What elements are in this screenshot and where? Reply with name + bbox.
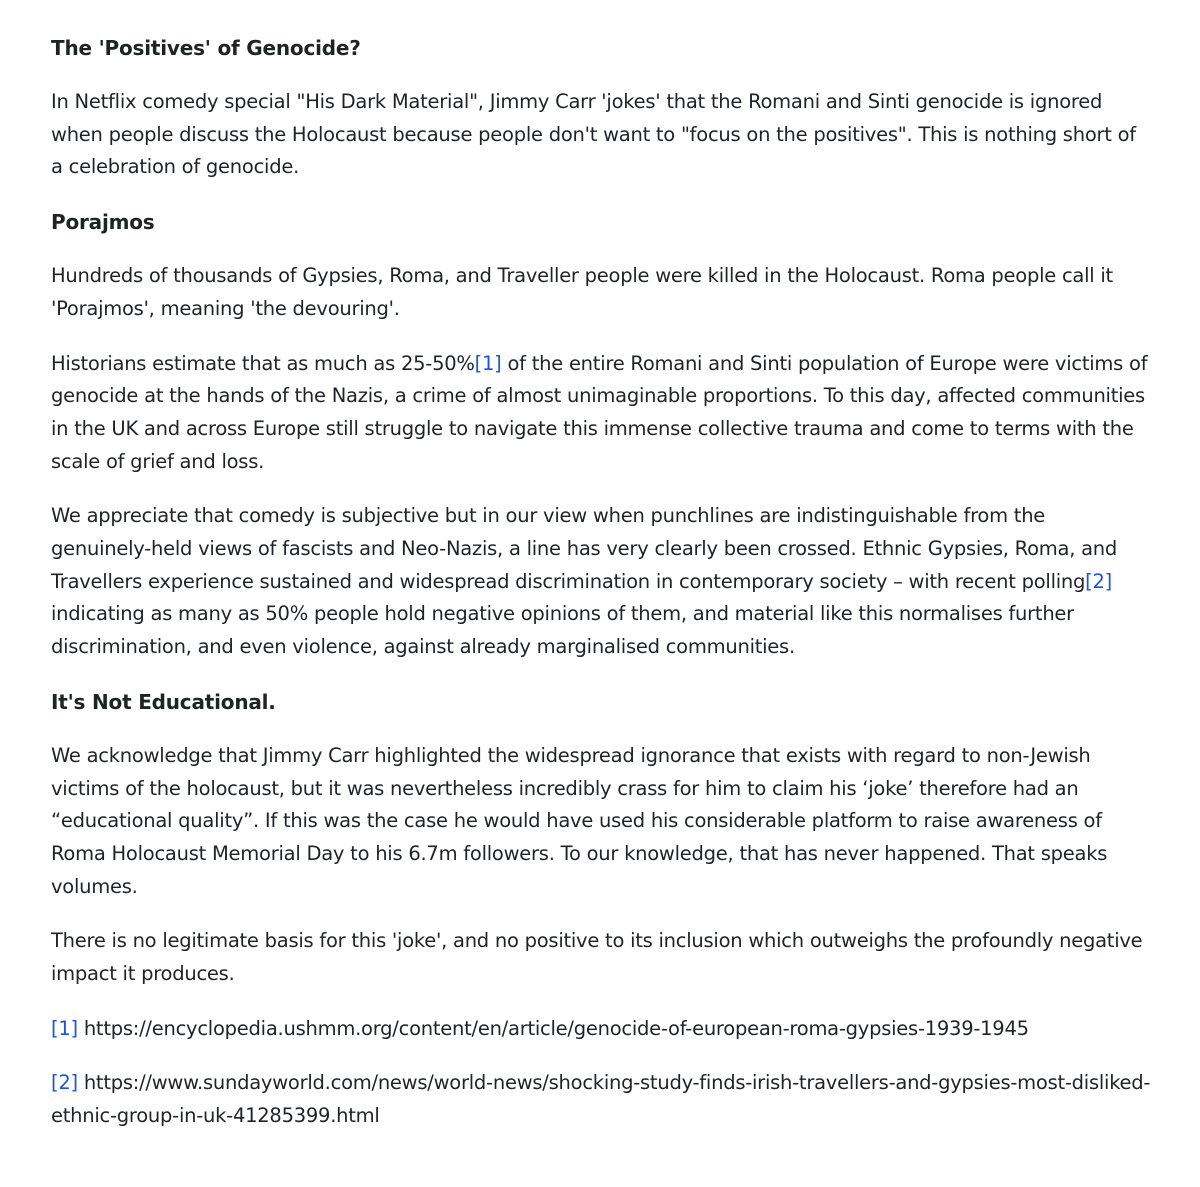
section-heading-porajmos: Porajmos — [51, 210, 155, 235]
paragraph-text: of the entire Romani and Sinti population of Europe were victims of genocide at the hands of the Nazis, a crime of almost unimaginable proportions. To this day, affected communities in the UK and across Europe still struggle to navigate this immense collective trauma and come to terms with the scale of grief and loss. — [51, 351, 1148, 473]
footnote-2-marker-link[interactable]: [2] — [51, 1071, 78, 1095]
footnote-ref-2-link[interactable]: [2] — [1085, 569, 1113, 593]
section-heading-positives: The 'Positives' of Genocide? — [51, 36, 361, 60]
paragraph-netflix-special: In Netflix comedy special "His Dark Material", Jimmy Carr 'jokes' that the Romani and Sinti genocide is ignored when people discuss the Holocaust because people don't want to "focus on the positives". This is nothing short of a celebration of genocide. — [51, 90, 1136, 179]
footnote-2-url: https://www.sundayworld.com/news/world-news/shocking-study-finds-irish-travellers-and-gypsies-most-disliked-ethnic-group-in-uk-41285399.html — [51, 1071, 1151, 1128]
footnote-1-marker-link[interactable]: [1] — [51, 1016, 78, 1040]
paragraph-text: We appreciate that comedy is subjective but in our view when punchlines are indistinguishable from the genuinely-held views of fascists and Neo-Nazis, a line has very clearly been crossed. Ethnic Gypsies, Roma, and Travellers experience sustained and widespread discrimination in contemporary society – with recent polling — [51, 504, 1118, 593]
paragraph-no-legitimate-basis: There is no legitimate basis for this 'joke', and no positive to its inclusion which outweighs the profoundly negative impact it produces. — [51, 929, 1143, 986]
paragraph-porajmos: Hundreds of thousands of Gypsies, Roma, and Traveller people were killed in the Holocaust. Roma people call it 'Porajmos', meaning 'the devouring'. — [51, 264, 1113, 320]
footnote-1-url: https://encyclopedia.ushmm.org/content/en/article/genocide-of-european-roma-gypsies-1939-1945 — [77, 1016, 1029, 1040]
paragraph-widespread-ignorance: We acknowledge that Jimmy Carr highlighted the widespread ignorance that exists with regard to non-Jewish victims of the holocaust, but it was nevertheless incredibly crass for him to claim his ‘joke’ therefore had an “educational quality”. If this was the case he would have used his considerable platform to raise awareness of Roma Holocaust Memorial Day to his 6.7m followers. To our knowledge, that has never happened. That speaks volumes. — [51, 743, 1108, 898]
footnote-ref-1-link[interactable]: [1] — [474, 351, 502, 375]
paragraph-text: Historians estimate that as much as 25-50% — [51, 351, 475, 375]
paragraph-text: indicating as many as 50% people hold negative opinions of them, and material like this normalises further discrimination, and even violence, against already marginalised communities. — [51, 602, 1074, 659]
paragraph-historians-estimate — [51, 348, 1151, 479]
article-body — [51, 32, 1151, 1155]
footnote-1 — [51, 1013, 1151, 1046]
section-heading-not-educational: It's Not Educational. — [51, 689, 276, 714]
footnote-2 — [51, 1067, 1151, 1132]
paragraph-comedy-subjective — [51, 500, 1151, 664]
